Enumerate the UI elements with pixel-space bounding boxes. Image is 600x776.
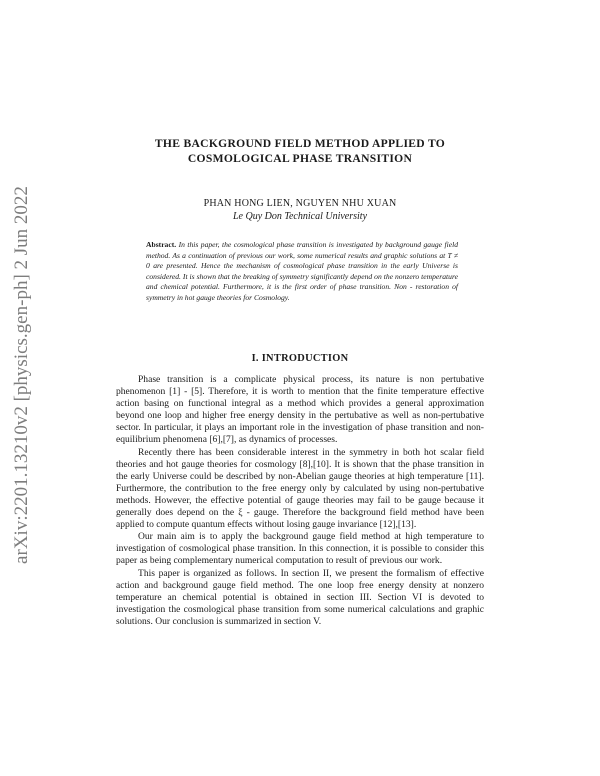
paragraph-1: Phase transition is a complicate physical process, its nature is non pertubative phenomenon [1] - [5]. Therefore, it is worth to mention that the finite temperature effective action basing on functional integral as a method which provides a general approximation beyond one loop and higher free energy density in the pertubative as well as non-pertubative sector. In particular, it plays an important role in the investigation of phase transition and non-equilibrium phenomena [6],[7], as dynamics of processes.: [116, 374, 484, 446]
section-body: [116, 374, 484, 628]
paragraph-4: This paper is organized as follows. In section II, we present the formalism of effective action and background gauge field method. The one loop free energy density at nonzero temperature an chemical potential is obtained in section III. Section VI is devoted to investigation the cosmological phase transition from some numerical calculations and graphic solutions. Our conclusion is summarized in section V.: [116, 567, 484, 627]
section-heading: I. INTRODUCTION: [251, 353, 349, 364]
title-line-2: COSMOLOGICAL PHASE TRANSITION: [187, 152, 413, 165]
paragraph-3: Our main aim is to apply the background gauge field method at high temperature to investigation of cosmological phase transition. In this connection, it is possible to consider this paper as being complementary numerical computation to result of previous our work.: [116, 531, 484, 567]
abstract-label: Abstract.: [146, 240, 177, 249]
arxiv-sidebar: [2, 160, 38, 590]
abstract-text: In this paper, the cosmological phase transition is investigated by background gauge field method. As a continuation of previous our work, some numerical results and graphic solutions at T ≠ 0 are presented. Hence the mechanism of cosmological phase transition in the early Universe is considered. It is shown that the breaking of symmetry significantly depend on the nonzero temperature and chemical potential. Furthermore, it is the first order of phase transition. Non - restoration of symmetry in hot gauge theories for Cosmology.: [146, 240, 458, 302]
title-line-1: THE BACKGROUND FIELD METHOD APPLIED TO: [154, 137, 446, 150]
authors: PHAN HONG LIEN, NGUYEN NHU XUAN: [203, 198, 397, 209]
paragraph-2: Recently there has been considerable interest in the symmetry in both hot scalar field theories and hot gauge theories for cosmology [8],[10]. It is shown that the phase transition in the early Universe could be described by non-Abelian gauge theories at high temperature [11]. Furthermore, the contribution to the free energy only by calculated by using non-pertubative methods. However, the effective potential of gauge theories may fail to be gauge because it generally does depend on the ξ - gauge. Therefore the background field method have been applied to compute quantum effects without losing gauge invariance [12],[13].: [116, 446, 484, 531]
paper-title: [100, 136, 500, 166]
affiliation: Le Quy Don Technical University: [232, 211, 368, 222]
abstract: [146, 240, 458, 304]
arxiv-identifier: arXiv:2201.13210v2 [physics.gen-ph] 2 Jun 2022: [11, 186, 32, 564]
